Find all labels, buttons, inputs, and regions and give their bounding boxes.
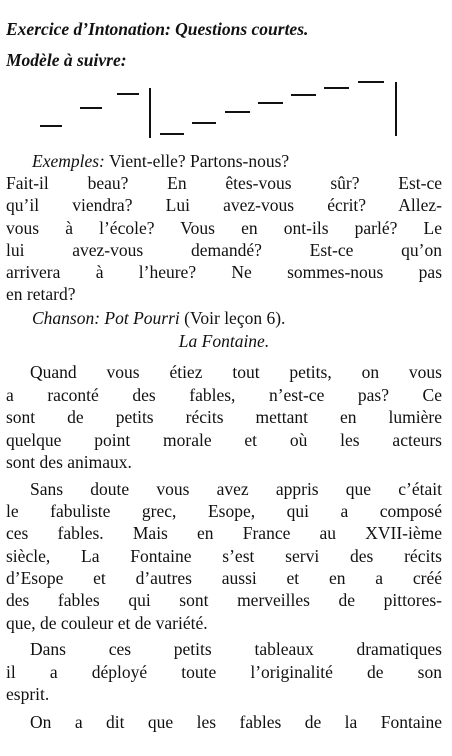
paragraph-1-line-5: sont des animaux. — [6, 452, 132, 472]
paragraph-1-line-3: sont de petits récits mettant en lumière — [6, 407, 442, 427]
paragraph-2-line-5: d’Esope et d’autres aussi et en a créé — [6, 568, 442, 588]
examples-label: Exemples: — [32, 151, 105, 171]
examples-line-4: vous à l’école? Vous en ont-ils parlé? Le — [6, 218, 442, 238]
paragraph-2-line-1: Sans doute vous avez appris que c’était — [30, 479, 442, 499]
lesson-title: La Fontaine. — [178, 331, 270, 351]
paragraph-2-line-6: des fables qui sont merveilles de pittores- — [6, 590, 442, 610]
examples-line-2: Fait-il beau? En êtes-vous sûr? Est-ce — [6, 173, 442, 193]
exercise-title: Exercice d’Intonation: Questions courtes. — [6, 19, 309, 39]
model-label: Modèle à suivre: — [6, 50, 127, 70]
paragraph-1-line-2: a raconté des fables, n’est-ce pas? Ce — [6, 385, 442, 405]
intonation-diagram — [0, 78, 452, 144]
examples-line-7: en retard? — [6, 284, 76, 304]
paragraph-1-line-1: Quand vous étiez tout petits, on vous — [30, 362, 442, 382]
song-line — [6, 307, 442, 329]
paragraph-2-line-4: siècle, La Fontaine s’est servi des récits — [6, 546, 442, 566]
song-note: (Voir leçon 6). — [179, 308, 286, 328]
paragraph-3-line-3: esprit. — [6, 684, 50, 704]
paragraph-3-line-1: Dans ces petits tableaux dramatiques — [30, 639, 442, 659]
examples-line-6: arrivera à l’heure? Ne sommes-nous pas — [6, 262, 442, 282]
examples-line-3: qu’il viendra? Lui avez-vous écrit? Allez- — [6, 195, 442, 215]
examples-line-5: lui avez-vous demandé? Est-ce qu’on — [6, 240, 442, 260]
paragraph-4-line-1: On a dit que les fables de la Fontaine — [30, 712, 442, 732]
paragraph-2-line-7: que, de couleur et de variété. — [6, 613, 208, 633]
examples-text-1: Vient-elle? Partons-nous? — [104, 151, 290, 171]
paragraph-2-line-3: ces fables. Mais en France au XVII-ième — [6, 523, 442, 543]
paragraph-2-line-2: le fabuliste grec, Esope, qui a composé — [6, 501, 442, 521]
song-label: Chanson: Pot Pourri — [32, 308, 180, 328]
paragraph-3-line-2: il a déployé toute l’originalité de son — [6, 662, 442, 682]
examples-line-1 — [6, 150, 442, 172]
paragraph-1-line-4: quelque point morale et où les acteurs — [6, 430, 442, 450]
